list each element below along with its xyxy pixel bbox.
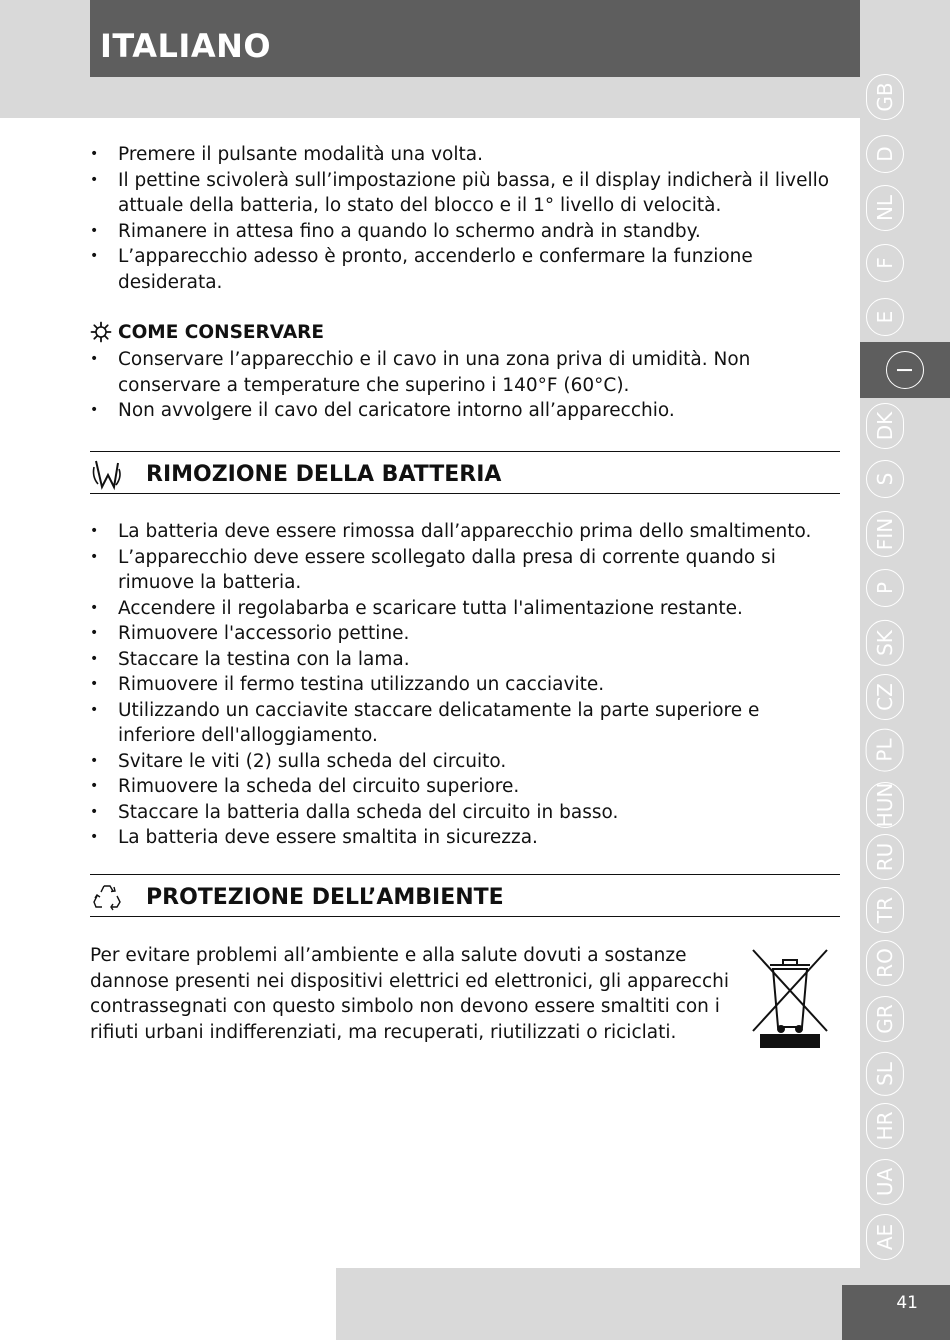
bullet-item: • Rimuovere il fermo testina utilizzando un cacciavite. <box>90 672 840 698</box>
section-rule <box>90 451 840 452</box>
language-tab-sk[interactable] <box>862 616 908 670</box>
language-tab-label: PL <box>866 728 904 771</box>
bullet-item: • Il pettine scivolerà sull’impostazione più bassa, e il display indicherà il livello attuale della batteria, lo stato del blocco e il 1° livello di velocità. <box>90 168 840 219</box>
language-tab-pl[interactable] <box>862 723 908 777</box>
language-tab-gr[interactable] <box>862 992 908 1046</box>
language-tab-tr[interactable] <box>862 883 908 937</box>
language-tab-s[interactable] <box>862 452 908 506</box>
language-tab-label: UA <box>866 1159 904 1205</box>
page-number: 41 <box>896 1293 918 1313</box>
header-title-bar <box>90 0 860 77</box>
bullet-item: • L’apparecchio deve essere scollegato dalla presa di corrente quando si rimuove la batteria. <box>90 545 840 596</box>
language-tab-label: HUN <box>866 782 904 828</box>
language-tab-label: SK <box>866 620 904 666</box>
language-tab-label: E <box>866 298 904 336</box>
language-tab-hr[interactable] <box>862 1099 908 1153</box>
language-tab-ro[interactable] <box>862 936 908 990</box>
language-tab-f[interactable] <box>862 236 908 290</box>
bullet-item: • L’apparecchio adesso è pronto, accenderlo e confermare la funzione desiderata. <box>90 244 840 295</box>
language-tab-hun[interactable] <box>862 778 908 832</box>
bullet-item: • Svitare le viti (2) sulla scheda del circuito. <box>90 749 840 775</box>
battery-heading <box>90 455 840 493</box>
sun-icon <box>90 321 112 343</box>
language-tab-ae[interactable] <box>862 1210 908 1264</box>
bullet-item: • La batteria deve essere smaltita in sicurezza. <box>90 825 840 851</box>
language-tab-label: RU <box>866 834 904 880</box>
bullet-item: • Utilizzando un cacciavite staccare delicatamente la parte superiore e inferiore dell'alloggiamento. <box>90 698 840 749</box>
weee-crossed-bin-icon <box>750 947 830 1049</box>
language-tab-e[interactable] <box>862 290 908 344</box>
language-tab-label: I <box>886 351 924 389</box>
language-tab-label: S <box>866 460 904 498</box>
bullet-item: • Conservare l’apparecchio e il cavo in una zona priva di umidità. Non conservare a temperature che superino i 140°F (60°C). <box>90 347 840 398</box>
language-tab-label: HR <box>866 1103 904 1149</box>
bullet-item: • Rimanere in attesa fino a quando lo schermo andrà in standby. <box>90 219 840 245</box>
language-tab-label: CZ <box>866 674 904 720</box>
language-tab-d[interactable] <box>862 127 908 181</box>
page-title: ITALIANO <box>100 27 272 65</box>
page-number-box <box>842 1285 950 1340</box>
battery-title: RIMOZIONE DELLA BATTERIA <box>146 461 502 487</box>
language-tab-label: P <box>866 569 904 607</box>
language-tab-label: RO <box>866 940 904 986</box>
language-tab-label: D <box>866 135 904 173</box>
bullet-item: • Accendere il regolabarba e scaricare tutta l'alimentazione restante. <box>90 596 840 622</box>
language-tab-label: SL <box>866 1052 904 1096</box>
language-tab-nl[interactable] <box>862 181 908 235</box>
battery-removal-icon <box>90 457 124 491</box>
environment-heading <box>90 878 840 916</box>
language-tab-label: DK <box>866 403 904 449</box>
language-tab-label: NL <box>866 185 904 231</box>
bullet-item: • Rimuovere la scheda del circuito superiore. <box>90 774 840 800</box>
language-tab-gb[interactable] <box>862 70 908 124</box>
language-tab-cz[interactable] <box>862 670 908 724</box>
bullet-item: • Non avvolgere il cavo del caricatore intorno all’apparecchio. <box>90 398 840 424</box>
language-tab-ua[interactable] <box>862 1155 908 1209</box>
bullet-item: • Rimuovere l'accessorio pettine. <box>90 621 840 647</box>
section-rule <box>90 874 840 875</box>
language-tab-label: FIN <box>866 511 904 557</box>
recycle-icon <box>90 880 124 914</box>
section-rule <box>90 916 840 917</box>
language-tab-label: GB <box>866 74 904 120</box>
language-tab-label: AE <box>866 1214 904 1260</box>
section-rule <box>90 493 840 494</box>
language-tab-dk[interactable] <box>862 399 908 453</box>
language-tab-p[interactable] <box>862 561 908 615</box>
intro-bullet-list <box>90 142 840 295</box>
language-tab-i[interactable] <box>860 342 950 398</box>
storage-heading <box>90 321 324 343</box>
bullet-item: • Premere il pulsante modalità una volta. <box>90 142 840 168</box>
bullet-item: • La batteria deve essere rimossa dall’apparecchio prima dello smaltimento. <box>90 519 840 545</box>
language-tab-label: F <box>866 244 904 282</box>
battery-bullet-list <box>90 519 840 851</box>
bullet-item: • Staccare la batteria dalla scheda del circuito in basso. <box>90 800 840 826</box>
language-tab-sl[interactable] <box>862 1047 908 1101</box>
storage-title: COME CONSERVARE <box>118 321 325 343</box>
language-tab-label: TR <box>866 887 904 933</box>
language-tab-fin[interactable] <box>862 507 908 561</box>
language-tab-label: GR <box>866 996 904 1042</box>
storage-bullet-list <box>90 347 840 424</box>
environment-paragraph: Per evitare problemi all’ambiente e alla salute dovuti a sostanze dannose presenti nei dispositivi elettrici ed elettronici, gli apparecchi contrassegnati con questo simbolo non devono essere smaltiti con i rifiuti urbani indifferenziati, ma recuperati, riutilizzati o riciclati. <box>90 945 730 1043</box>
language-tab-ru[interactable] <box>862 830 908 884</box>
bullet-item: • Staccare la testina con la lama. <box>90 647 840 673</box>
environment-title: PROTEZIONE DELL’AMBIENTE <box>146 884 504 910</box>
